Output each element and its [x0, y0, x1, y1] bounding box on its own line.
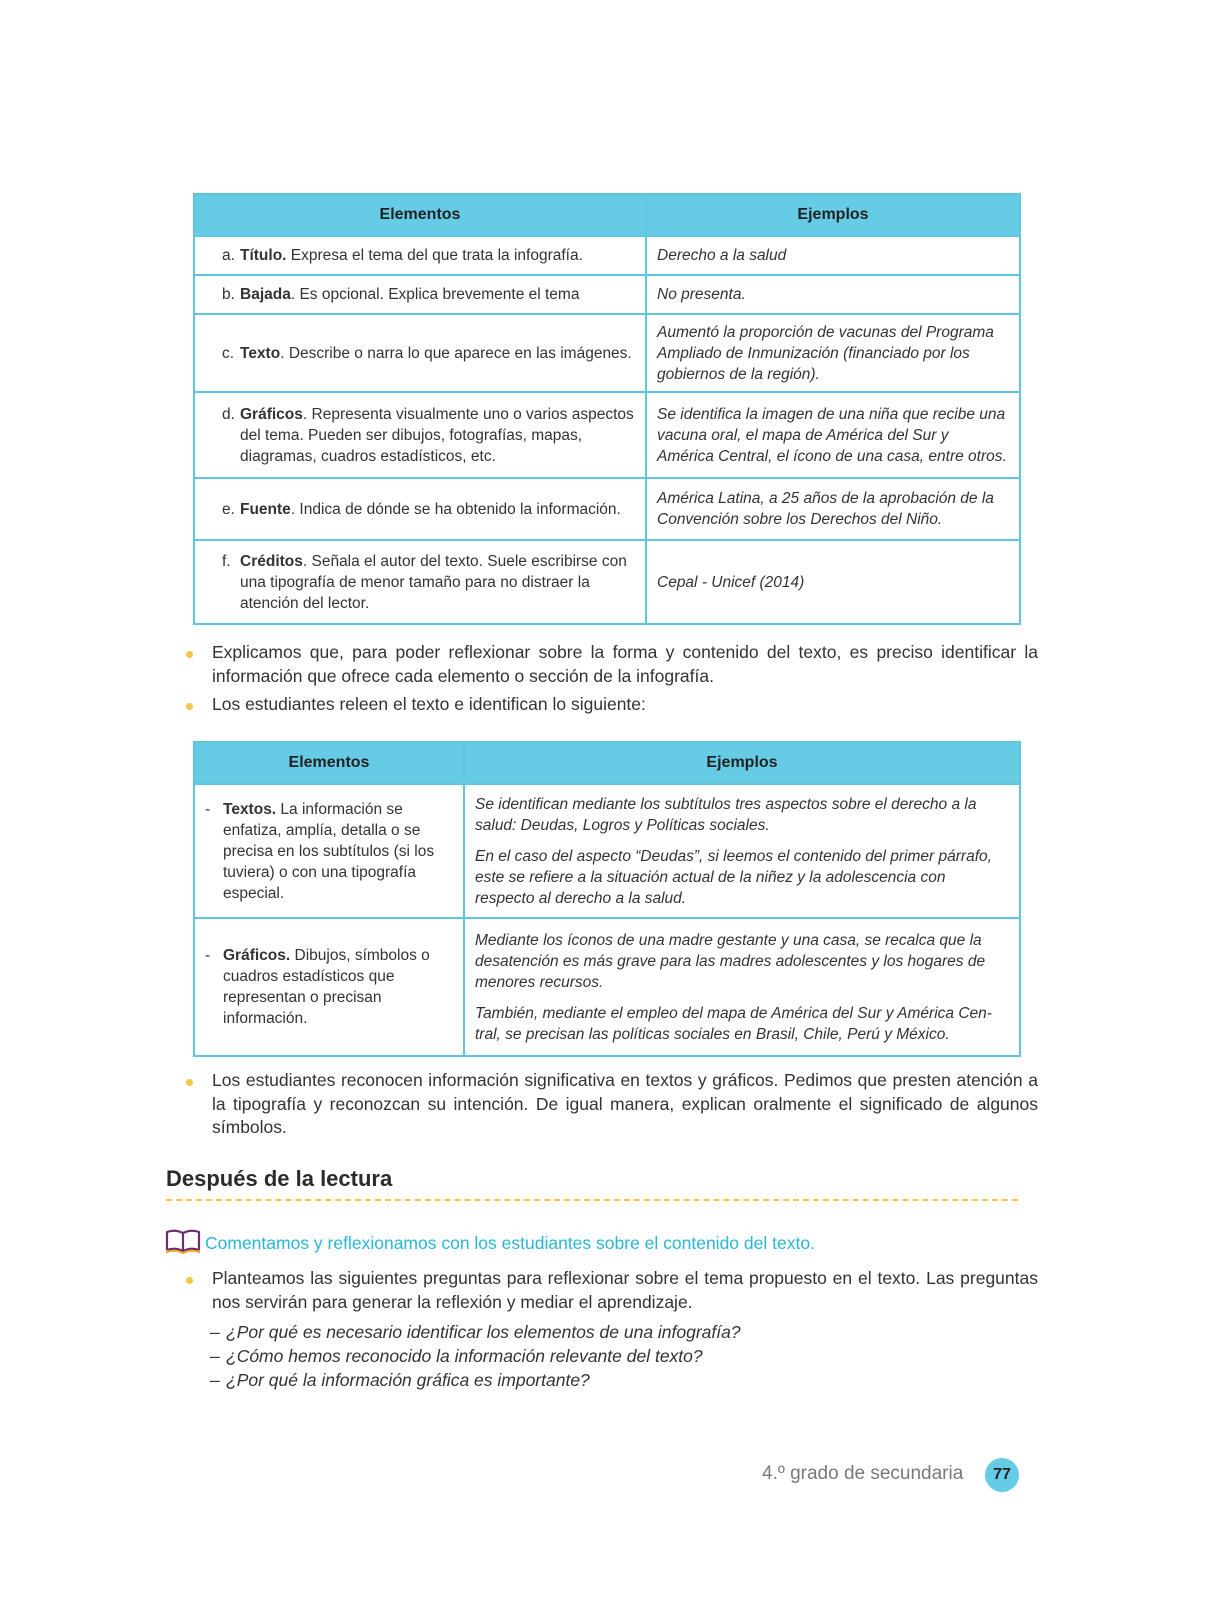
question-item: – ¿Por qué es necesario identificar los elementos de una infografía?	[210, 1322, 741, 1342]
table1-row-example: Aumentó la proporción de vacunas del Programa Ampliado de Inmunización (financiado por los gobiernos de la región).	[646, 314, 1020, 392]
bullet-paragraph: Los estudiantes releen el texto e identifican lo siguiente:	[212, 694, 646, 714]
bullet-dot	[186, 703, 193, 710]
page-number: 77	[993, 1466, 1011, 1483]
bullet-paragraph: Los estudiantes reconocen información significativa en textos y gráficos. Pedimos que presten atención a la tipografía y reconozcan su intención. De igual manera, explican oralmente el significado de algunos símbolos.	[212, 1070, 1038, 1137]
table1-row-example: No presenta.	[646, 275, 1020, 314]
table2-row-examples	[464, 784, 1020, 918]
section-title: Después de la lectura	[166, 1166, 393, 1191]
table1-row-element: e. Fuente. Indica de dónde se ha obtenido la información.	[222, 500, 621, 518]
table1-row-element: c. Texto. Describe o narra lo que aparece en las imágenes.	[222, 344, 632, 362]
table2-example: Mediante los íconos de una madre gestante y una casa, se recalca que la desatención es más grave para las madres adolescentes y los hogares de menores recursos.	[475, 931, 986, 991]
table2-row-examples	[464, 918, 1020, 1056]
table2-header-ejemplos: Ejemplos	[464, 742, 1020, 784]
section-divider	[166, 1199, 1018, 1201]
table2-example: También, mediante el empleo del mapa de América del Sur y América Central, se precisan las políticas sociales en Brasil, Chile, Perú y México.	[475, 1004, 992, 1043]
table2-row-element: - Textos. La información se enfatiza, amplía, detalla o se precisa en los subtítulos (si los tuviera) o con una tipografía especial.	[205, 800, 435, 902]
bullet-paragraph: Explicamos que, para poder reflexionar sobre la forma y contenido del texto, es preciso identificar la información que ofrece cada elemento o sección de la infografía.	[212, 642, 1038, 686]
bullet-paragraph: Planteamos las siguientes preguntas para reflexionar sobre el tema propuesto en el texto. Las preguntas nos servirán para generar la reflexión y mediar el aprendizaje.	[212, 1268, 1038, 1312]
table2-row-element: - Gráficos. Dibujos, símbolos o cuadros estadísticos que representan o precisan información.	[205, 947, 430, 1027]
page-number-badge	[985, 1458, 1019, 1492]
table1-row-example: Cepal - Unicef (2014)	[646, 540, 1020, 624]
footer-grade: 4.º grado de secundaria	[762, 1463, 964, 1484]
table1-row-element: d. Gráficos. Representa visualmente uno o varios aspectos del tema. Pueden ser dibujos, fotografías, mapas, diagramas, cuadros estadísticos, etc.	[222, 405, 634, 465]
table2-example: En el caso del aspecto “Deudas”, si leemos el contenido del primer párrafo, este se refiere a la situación actual de la niñez y la adolescencia con respecto al derecho a la salud.	[475, 847, 992, 907]
table1-row-element: f. Créditos. Señala el autor del texto. Suele escribirse con una tipografía de menor tamaño para no distraer la atención del lector.	[222, 552, 627, 612]
elements-table-2	[193, 741, 1021, 1057]
table1-header-ejemplos: Ejemplos	[646, 194, 1020, 236]
bullet-dot	[186, 651, 193, 658]
activity-text: Comentamos y reflexionamos con los estudiantes sobre el contenido del texto.	[205, 1233, 815, 1253]
table2-example: Se identifican mediante los subtítulos tres aspectos sobre el derecho a la salud: Deudas, Logros y Políticas sociales.	[475, 795, 977, 834]
question-item: – ¿Cómo hemos reconocido la información relevante del texto?	[210, 1346, 703, 1366]
question-item: – ¿Por qué la información gráfica es importante?	[210, 1370, 590, 1390]
table1-row-example: Se identifica la imagen de una niña que recibe una vacuna oral, el mapa de América del Sur y América Central, el ícono de una casa, entre otros.	[646, 392, 1020, 478]
bullet-dot	[186, 1079, 193, 1086]
table1-header-elementos: Elementos	[194, 194, 646, 236]
bullet-dot	[186, 1277, 193, 1284]
table1-row-example: América Latina, a 25 años de la aprobación de la Convención sobre los Derechos del Niño.	[646, 478, 1020, 540]
open-book-icon	[164, 1228, 202, 1254]
table1-row-example: Derecho a la salud	[646, 236, 1020, 275]
table2-header-elementos: Elementos	[194, 742, 464, 784]
table1-row-element: a. Título. Expresa el tema del que trata la infografía.	[222, 247, 583, 264]
elements-table-1	[193, 193, 1021, 625]
table1-row-element: b. Bajada. Es opcional. Explica brevemente el tema	[222, 286, 580, 303]
